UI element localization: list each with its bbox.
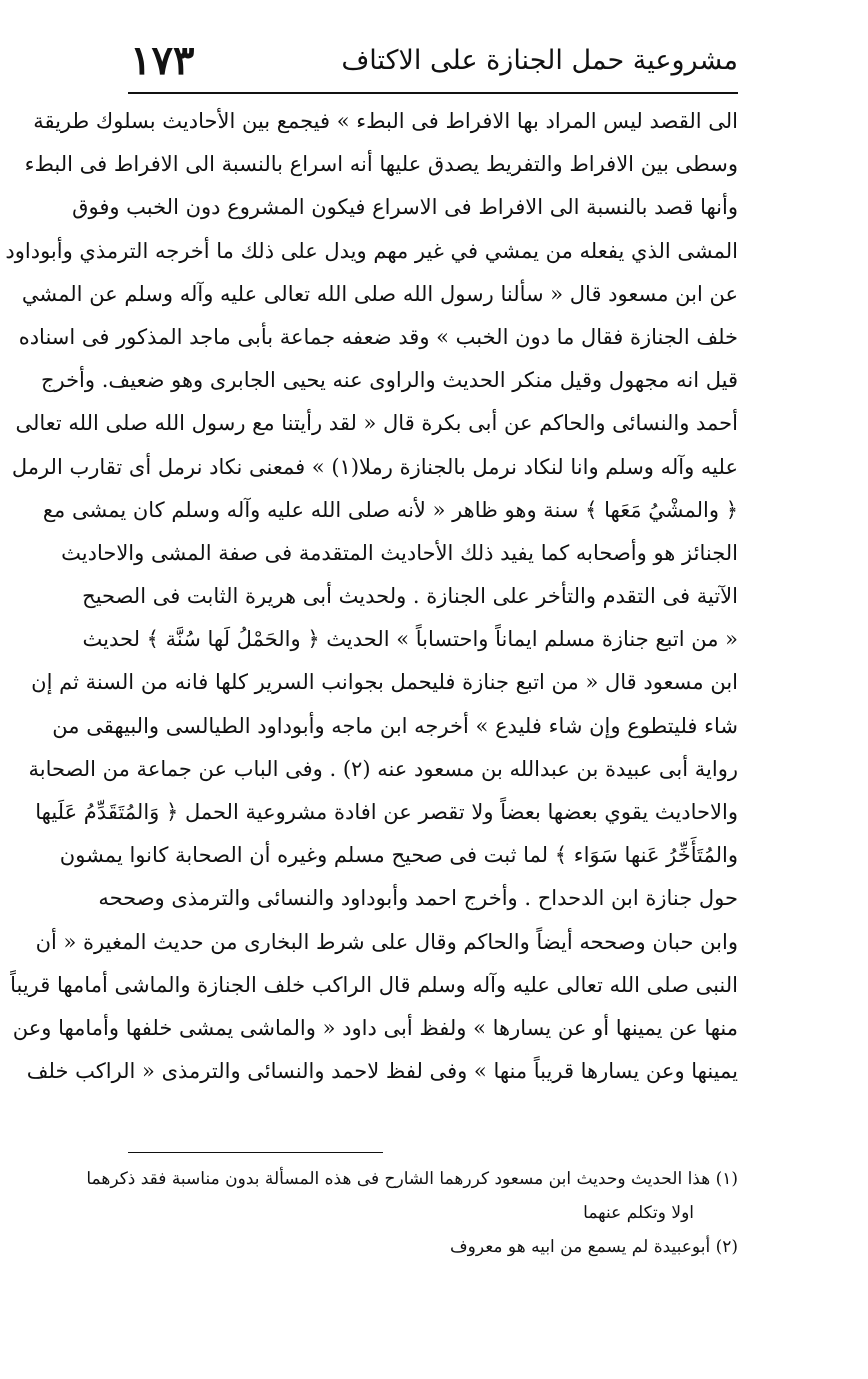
main-text (5, 100, 738, 1093)
text-line: وأنها قصد بالنسبة الى الافراط فى الاسراع فيكون المشروع دون الخبب وفوق (72, 195, 738, 220)
footnotes (86, 1162, 738, 1264)
text-line: الى القصد ليس المراد بها الافراط فى البطء » فيجمع بين الأحاديث بسلوك طريقة (33, 109, 738, 133)
running-title: مشروعية حمل الجنازة على الاكتاف (341, 44, 738, 76)
text-line: خلف الجنازة فقال ما دون الخبب » وقد ضعفه جماعة بأبى ماجد المذكور فى اسناده (18, 324, 738, 349)
page-number: ١٧٣ (130, 36, 195, 84)
footnote-2: (٢) أبوعبيدة لم يسمع من ابيه هو معروف (450, 1237, 738, 1257)
text-line: ابن مسعود قال « من اتبع جنازة فليحمل بجوانب السرير كلها فانه من السنة ثم إن (31, 670, 738, 695)
text-line: وسطى بين الافراط والتفريط يصدق عليها أنه اسراع بالنسبة الى الافراط فى البطء (24, 152, 738, 177)
text-line: قيل انه مجهول وقيل منكر الحديث والراوى عنه يحيى الجابرى وهو ضعيف. وأخرج (40, 368, 738, 393)
footnote-1-continuation: اولا وتكلم عنهما (583, 1203, 694, 1223)
footnote-1: (١) هذا الحديث وحديث ابن مسعود كررهما الشارح فى هذه المسألة بدون مناسبة فقد ذكرهما (86, 1169, 738, 1189)
text-line: حول جنازة ابن الدحداح . وأخرج احمد وأبوداود والنسائى والترمذى وصححه (98, 886, 738, 911)
text-line: النبى صلى الله تعالى عليه وآله وسلم قال الراكب خلف الجنازة والماشى أمامها قريباً (10, 972, 738, 997)
text-line: يمينها وعن يسارها قريباً منها » وفى لفظ لاحمد والنسائى والترمذى « الراكب خلف (26, 1059, 738, 1084)
text-line: عليه وآله وسلم وانا لنكاد نرمل بالجنازة رملا(١) » فمعنى نكاد نرمل أى تقارب الرمل (11, 454, 738, 479)
page-header (130, 30, 738, 90)
text-line: رواية أبى عبيدة بن عبدالله بن مسعود عنه (٢) . وفى الباب عن جماعة من الصحابة (28, 756, 738, 781)
text-line: والمُتَأَخِّرُ عَنها سَوَاء ﴾ لما ثبت فى صحيح مسلم وغيره أن الصحابة كانوا يمشون (59, 843, 738, 868)
text-line: شاء فليتطوع وإن شاء فليدع » أخرجه ابن ماجه وأبوداود الطيالسى والبيهقى من (52, 713, 738, 738)
footnote-divider (128, 1152, 383, 1153)
text-line: « من اتبع جنازة مسلم ايماناً واحتساباً » الحديث ﴿ والحَمْلُ لَها سُنَّة ﴾ لحديث (82, 627, 738, 652)
header-divider (128, 92, 738, 94)
text-line: منها عن يمينها أو عن يسارها » ولفظ أبى داود « والماشى يمشى خلفها وأمامها وعن (12, 1015, 738, 1040)
text-line: ﴿ والمشْيُ مَعَها ﴾ سنة وهو ظاهر « لأنه صلى الله عليه وآله وسلم كان يمشى مع (42, 497, 738, 522)
text-line: عن ابن مسعود قال « سألنا رسول الله صلى الله تعالى عليه وآله وسلم عن المشي (21, 281, 738, 306)
text-line: المشى الذي يفعله من يمشي في غير مهم ويدل على ذلك ما أخرجه الترمذي وأبوداود (5, 238, 738, 263)
text-line: الجنائز هو وأصحابه كما يفيد ذلك الأحاديث المتقدمة فى صفة المشى والاحاديث (61, 540, 738, 565)
text-line: والاحاديث يقوي بعضها بعضاً ولا تقصر عن افادة مشروعية الحمل ﴿ وَالمُتَقَدِّمُ عَلَيها (35, 800, 738, 824)
text-line: الآتية فى التقدم والتأخر على الجنازة . ولحديث أبى هريرة الثابت فى الصحيح (82, 584, 738, 609)
text-line: أحمد والنسائى والحاكم عن أبى بكرة قال « لقد رأيتنا مع رسول الله صلى الله تعالى (15, 411, 738, 436)
text-line: وابن حبان وصححه أيضاً والحاكم وقال على شرط البخارى من حديث المغيرة « أن (35, 929, 738, 954)
